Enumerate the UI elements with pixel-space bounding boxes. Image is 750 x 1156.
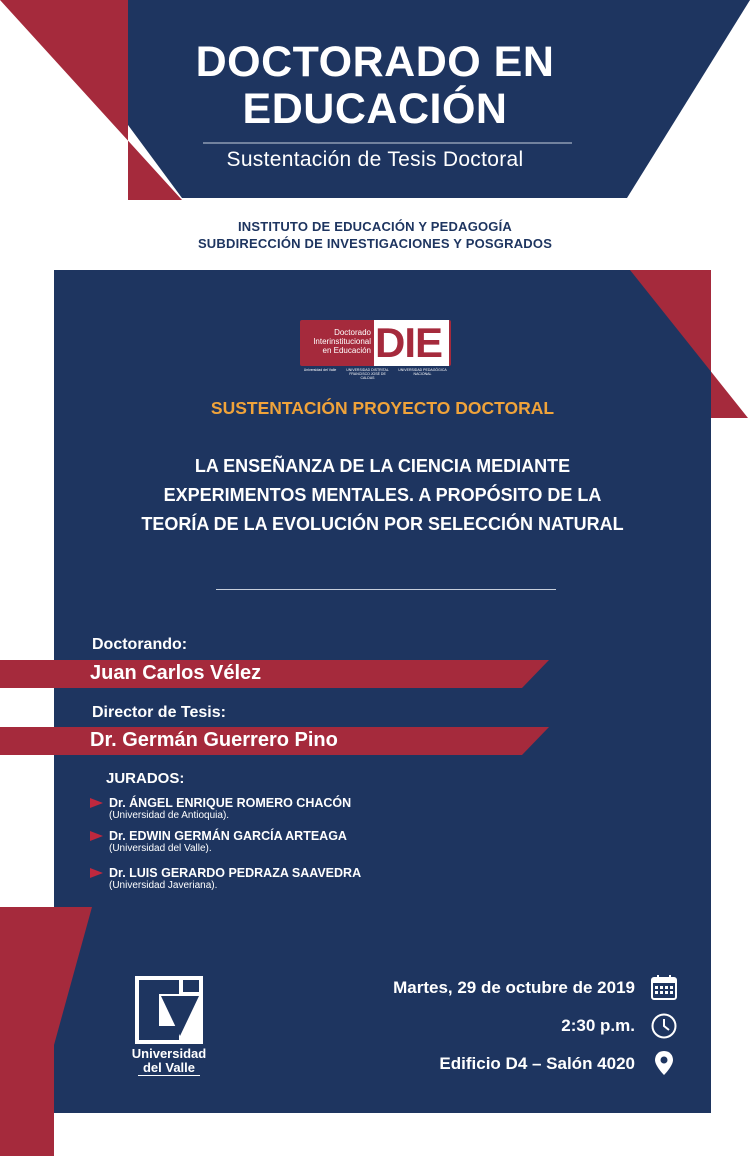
jurado-name: Dr. ÁNGEL ENRIQUE ROMERO CHACÓN [109,796,352,810]
institute-line-2: SUBDIRECCIÓN DE INVESTIGACIONES Y POSGRADOS [197,236,553,251]
jurado-item [90,829,347,855]
jurado-affiliation: (Universidad de Antioquia). [109,810,230,821]
die-partner-3: UNIVERSIDAD PEDAGÓGICA NACIONAL [398,368,447,376]
location-pin-icon [650,1049,678,1077]
director-label: Director de Tesis: [92,704,226,721]
title-line-2: EDUCACIÓN [242,85,508,133]
divider-line [216,589,556,590]
univalle-logo-mark [135,976,203,1044]
jurado-affiliation: (Universidad Javeriana). [109,880,218,891]
die-logo-text-3: en Educación [322,346,371,355]
director-name: Dr. Germán Guerrero Pino [90,729,338,751]
univalle-text-2: del Valle [142,1060,196,1075]
thesis-line-3: TEORÍA DE LA EVOLUCIÓN POR SELECCIÓN NATURAL [141,514,624,534]
thesis-line-2: EXPERIMENTOS MENTALES. A PROPÓSITO DE LA [163,485,602,505]
event-time: 2:30 p.m. [561,1016,635,1035]
die-partner-1: Universidad del Valle [303,368,337,372]
jurado-item [90,796,351,822]
thesis-line-1: LA ENSEÑANZA DE LA CIENCIA MEDIANTE [194,456,571,476]
panel-red-triangle-left [0,905,100,1156]
jurado-affiliation: (Universidad del Valle). [109,843,212,854]
event-type: SUSTENTACIÓN PROYECTO DOCTORAL [210,398,555,418]
calendar-icon [650,974,678,1002]
jurados-title: JURADOS: [106,770,185,787]
jurado-item [90,866,361,892]
jurado-name: Dr. LUIS GERARDO PEDRAZA SAAVEDRA [109,866,362,880]
die-logo-text-2: Interinstitucional [313,337,371,346]
doctorando-name-band [0,660,550,688]
die-partner-2: UNIVERSIDAD DISTRITAL FRANCISCO JOSÉ DE CALDAS [346,368,389,380]
die-logo [300,320,451,366]
arrow-right-icon [90,798,103,808]
arrow-right-icon [90,831,103,841]
event-date: Martes, 29 de octubre de 2019 [393,978,635,997]
arrow-right-icon [90,868,103,878]
univalle-logo [135,976,203,1046]
univalle-underline [138,1075,200,1076]
univalle-text-1: Universidad [131,1046,207,1061]
jurado-name: Dr. EDWIN GERMÁN GARCÍA ARTEAGA [109,829,347,843]
subtitle: Sustentación de Tesis Doctoral [226,148,524,171]
clock-icon [650,1012,678,1040]
title-line-1: DOCTORADO EN [195,38,555,86]
doctorando-name: Juan Carlos Vélez [90,662,262,684]
die-logo-text-1: Doctorado [334,328,371,337]
die-logo-acronym: DIE [375,319,443,366]
doctorando-label: Doctorando: [92,636,188,653]
institute-line-1: INSTITUTO DE EDUCACIÓN Y PEDAGOGÍA [237,219,513,234]
event-place: Edificio D4 – Salón 4020 [439,1054,635,1073]
